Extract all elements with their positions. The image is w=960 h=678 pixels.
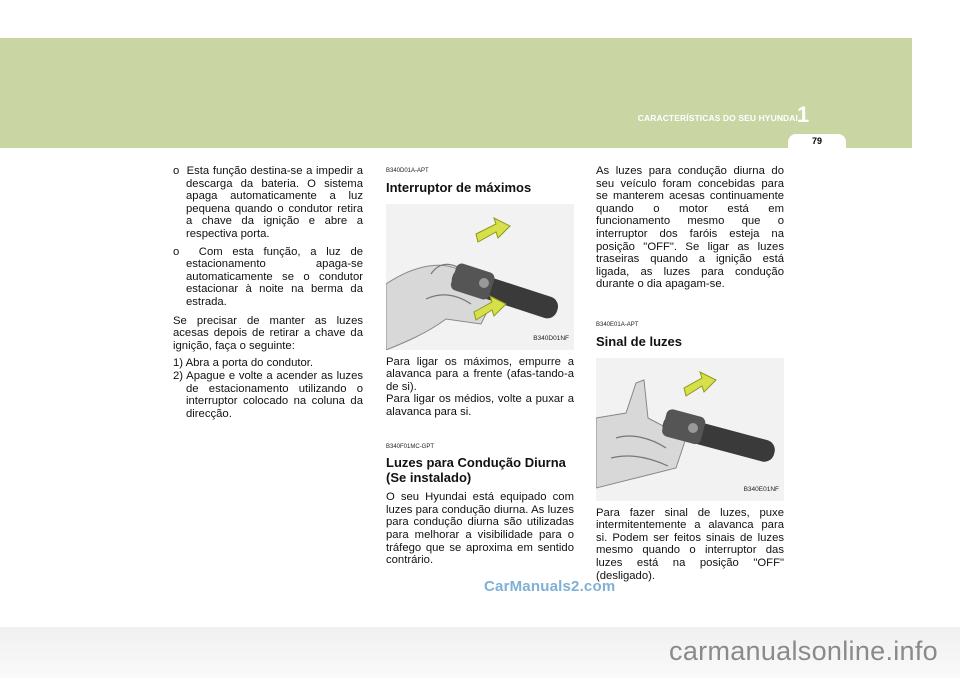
column-middle xyxy=(386,165,574,572)
body-text: O seu Hyundai está equipado com luzes para condução diurna. As luzes para condução diurna são utilizadas para melhorar a visibilidade para o tráfego que se aproxima em sentido contrário. xyxy=(386,491,574,567)
section-title: CARACTERÍSTICAS DO SEU HYUNDAI xyxy=(637,113,798,123)
flash-signal-illustration xyxy=(596,358,784,501)
section-code: B340E01A-APT xyxy=(596,321,639,328)
body-text: Para fazer sinal de luzes, puxe intermitentemente a alavanca para si. Podem ser feitos sinais de luzes mesmo quando o interruptor das luzes está na posição "OFF" (desligado). xyxy=(596,506,784,582)
body-text: Para ligar os máximos, empurre a alavanca para a frente (afas-tando-a de si). xyxy=(386,355,574,393)
column-right xyxy=(596,165,784,587)
section-code: B340F01MC-GPT xyxy=(386,443,435,450)
step-item: 2) Apague e volte a acender as luzes de estacionamento utilizando o interruptor colocado na coluna da direcção. xyxy=(173,369,364,420)
section-heading: Interruptor de máximos xyxy=(386,179,532,195)
bullet-item: o Com esta função, a luz de estacionamento apaga-se automaticamente se o condutor estacionar à noite na berma da estrada. xyxy=(173,245,364,308)
body-text: Para ligar os médios, volte a puxar a alavanca para si. xyxy=(386,393,574,418)
watermark-link[interactable]: CarManuals2.com xyxy=(484,578,616,595)
footer-watermark: carmanualsonline.info xyxy=(669,636,938,666)
section-code: B340D01A-APT xyxy=(386,168,429,174)
section-heading: Luzes para Condução Diurna (Se instalado) xyxy=(386,455,566,486)
high-beam-illustration xyxy=(386,204,574,350)
instruction-paragraph: Se precisar de manter as luzes acesas depois de retirar a chave da ignição, faça o seguinte: xyxy=(173,314,363,352)
section-number: 1 xyxy=(797,102,810,127)
column-left xyxy=(173,165,363,425)
body-text: As luzes para condução diurna do seu veículo foram concebidas para se manterem acesas continuamente quando o motor está em funcionamento mesmo que o interruptor dos faróis esteja na posição "OFF". Se ligar as luzes traseiras quando a ignição está ligada, as luzes para condução durante o dia apagam-se. xyxy=(596,165,784,291)
page-number: 79 xyxy=(811,136,822,146)
figure-flash-signal xyxy=(596,358,784,501)
figure-high-beam xyxy=(386,204,574,350)
section-heading: Sinal de luzes xyxy=(596,333,682,349)
bullet-item: o Esta função destina-se a impedir a descarga da bateria. O sistema apaga automaticamente a luz pequena quando o condutor retira a chave da ignição e abre a respectiva porta. xyxy=(173,165,363,240)
figure-code: B340D01NF xyxy=(533,335,569,342)
header-band xyxy=(0,38,912,148)
figure-code: B340E01NF xyxy=(743,485,779,493)
step-item: 1) Abra a porta do condutor. xyxy=(173,357,314,370)
